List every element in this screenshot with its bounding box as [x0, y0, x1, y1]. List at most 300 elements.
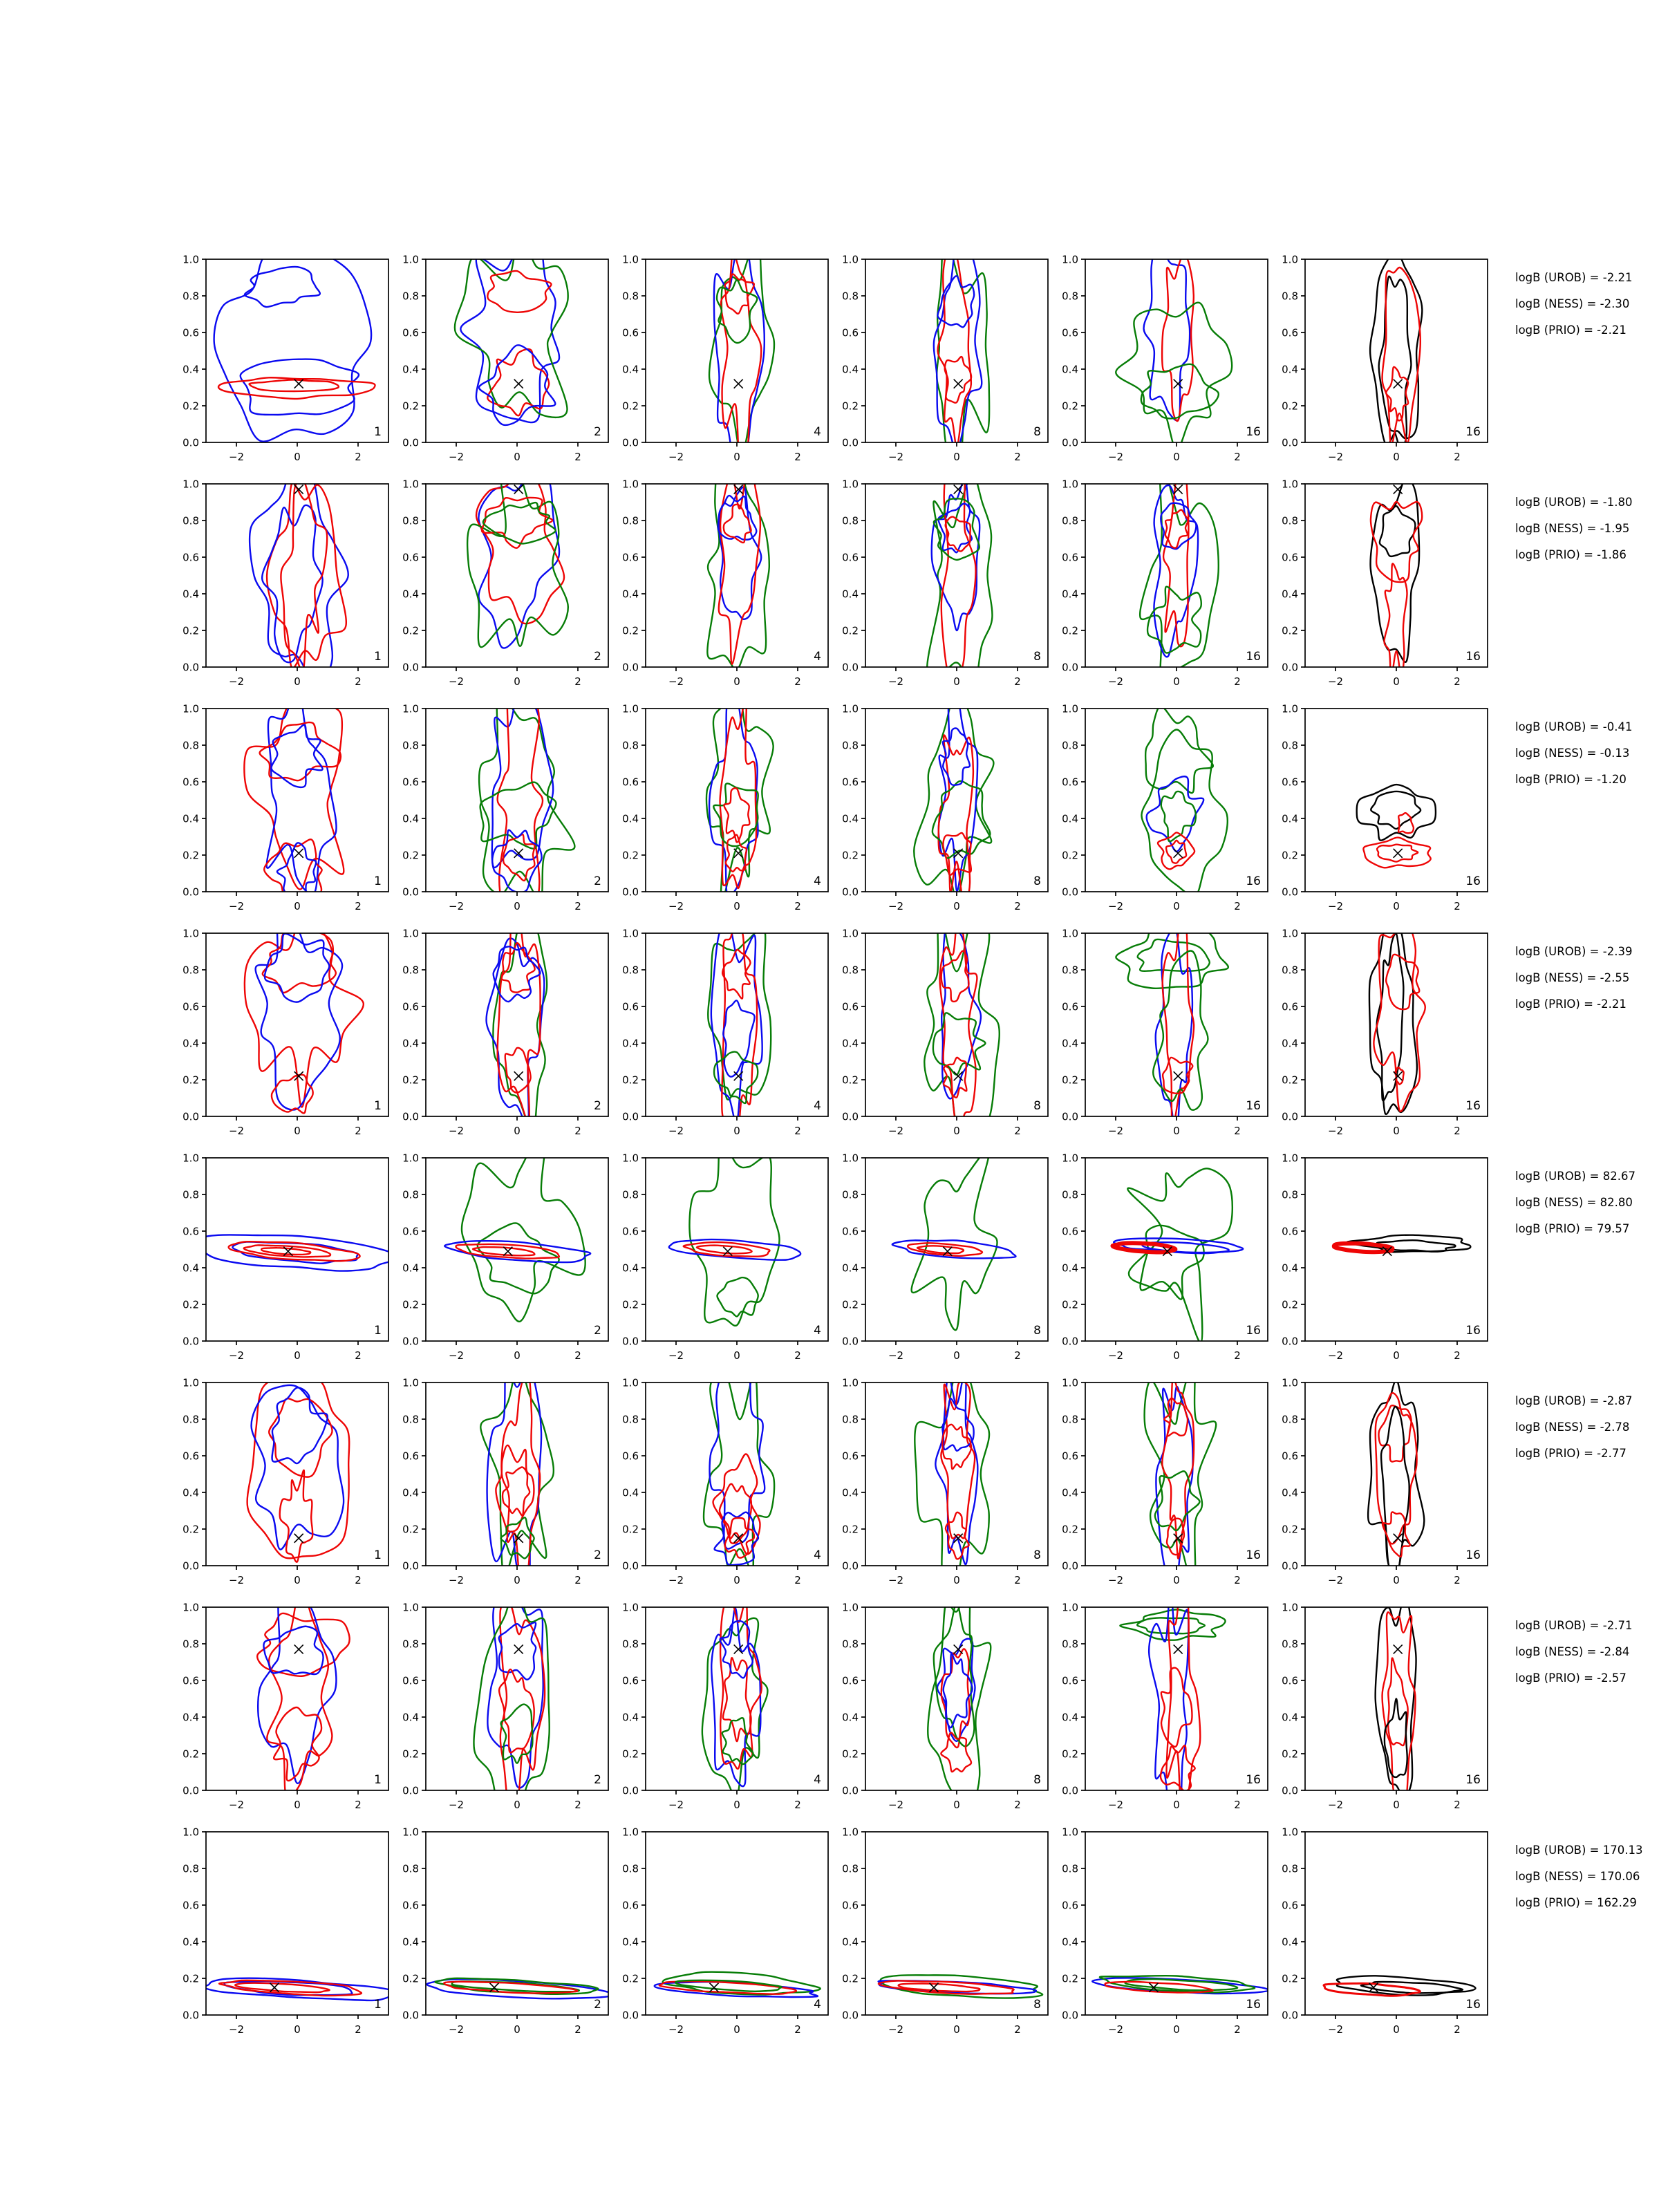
y-tick-label: 0.6	[1282, 1674, 1298, 1687]
y-tick-label: 0.0	[1282, 885, 1298, 899]
y-tick-label: 0.4	[1282, 1936, 1298, 1949]
y-tick-label: 1.0	[622, 1152, 639, 1165]
axes-spine	[1305, 484, 1488, 667]
y-tick-label: 0.4	[622, 1486, 639, 1499]
x-tick-label: 2	[355, 900, 362, 912]
y-tick-label: 0.0	[402, 1110, 419, 1123]
contour-panel-r3c1	[244, 680, 344, 903]
contour-line	[487, 271, 551, 312]
y-tick-label: 0.2	[1282, 1298, 1298, 1311]
panel-count-label: 1	[374, 1998, 382, 2012]
x-tick-label: 2	[574, 2023, 581, 2036]
contour-line	[503, 1468, 529, 1516]
y-tick-label: 0.4	[402, 363, 419, 376]
y-tick-label: 0.0	[622, 436, 639, 449]
logb-annotation: logB (PRIO) = -1.86	[1515, 548, 1627, 561]
contour-line	[267, 1586, 332, 1797]
y-tick-label: 0.4	[1282, 1037, 1298, 1050]
y-tick-label: 0.2	[402, 1747, 419, 1761]
panel-count-label: 16	[1246, 1099, 1261, 1113]
max-likelihood-x-marker	[294, 1644, 303, 1653]
y-tick-label: 0.6	[1282, 1000, 1298, 1013]
x-tick-label: 2	[1234, 675, 1241, 688]
y-tick-label: 0.8	[842, 1638, 859, 1651]
x-tick-label: 2	[1014, 675, 1021, 688]
y-tick-label: 0.6	[402, 1899, 419, 1912]
logb-annotation: logB (NESS) = -2.78	[1515, 1421, 1630, 1434]
x-tick-label: 0	[953, 1574, 960, 1586]
y-tick-label: 1.0	[1062, 478, 1078, 491]
axes-spine	[206, 709, 388, 892]
x-tick-label: −2	[1327, 451, 1344, 463]
y-tick-label: 1.0	[622, 702, 639, 715]
y-tick-label: 0.8	[622, 290, 639, 303]
x-tick-label: −2	[1107, 2023, 1124, 2036]
x-tick-label: −2	[1107, 900, 1124, 912]
y-tick-label: 0.8	[842, 739, 859, 752]
contour-line	[474, 1582, 549, 1819]
y-tick-label: 1.0	[182, 927, 199, 940]
logb-annotation: logB (PRIO) = -1.20	[1515, 773, 1627, 786]
contour-line	[274, 1707, 321, 1781]
x-tick-label: 0	[514, 2023, 521, 2036]
y-tick-label: 0.0	[402, 1335, 419, 1348]
x-tick-label: 0	[294, 675, 301, 688]
panel-count-label: 8	[1033, 1548, 1041, 1562]
x-tick-label: 2	[794, 1125, 801, 1137]
y-tick-label: 0.8	[402, 964, 419, 977]
max-likelihood-x-marker	[1174, 1071, 1183, 1080]
y-tick-label: 0.2	[622, 1972, 639, 1985]
contour-line	[272, 1387, 328, 1463]
y-tick-label: 0.2	[402, 1298, 419, 1311]
contour-panel-r2c5	[1140, 453, 1219, 688]
logb-annotation: logB (PRIO) = 162.29	[1515, 1896, 1637, 1909]
y-tick-label: 0.6	[1062, 1899, 1078, 1912]
contour-panel-r7c5	[1120, 1579, 1225, 1825]
contour-line	[1381, 1407, 1409, 1581]
contour-line	[1379, 1405, 1412, 1461]
y-tick-label: 1.0	[622, 1601, 639, 1614]
x-tick-label: 0	[953, 1125, 960, 1137]
contour-panel-r2c6	[1371, 478, 1423, 677]
y-tick-label: 0.0	[842, 436, 859, 449]
axes-spine	[1305, 1382, 1488, 1566]
contour-line	[462, 1125, 585, 1322]
contour-line	[1377, 933, 1404, 1100]
y-tick-label: 0.4	[402, 1486, 419, 1499]
y-tick-label: 0.6	[182, 776, 199, 789]
panel-count-label: 16	[1246, 650, 1261, 664]
y-tick-label: 0.8	[1282, 1413, 1298, 1426]
logb-annotation: logB (NESS) = 82.80	[1515, 1196, 1633, 1209]
y-tick-label: 0.8	[1062, 739, 1078, 752]
x-tick-label: −2	[668, 1349, 684, 1362]
y-tick-label: 0.2	[402, 849, 419, 862]
x-tick-label: 0	[733, 1574, 740, 1586]
y-tick-label: 0.2	[1062, 400, 1078, 413]
y-tick-label: 0.2	[182, 849, 199, 862]
max-likelihood-x-marker	[1394, 1644, 1403, 1653]
contour-line	[1144, 238, 1190, 420]
contour-line	[943, 729, 970, 785]
y-tick-label: 0.8	[622, 739, 639, 752]
contour-line	[269, 1398, 332, 1477]
y-tick-label: 0.0	[622, 1335, 639, 1348]
x-tick-label: −2	[448, 900, 465, 912]
contour-line	[480, 782, 556, 849]
y-tick-label: 0.6	[842, 326, 859, 339]
y-tick-label: 1.0	[622, 478, 639, 491]
y-tick-label: 1.0	[402, 1376, 419, 1389]
y-tick-label: 0.0	[622, 2009, 639, 2022]
panel-count-label: 2	[594, 874, 601, 888]
contour-line	[709, 695, 758, 897]
y-tick-label: 1.0	[1062, 1152, 1078, 1165]
x-tick-label: −2	[1107, 1349, 1124, 1362]
x-tick-label: 0	[514, 1349, 521, 1362]
x-tick-label: 0	[294, 451, 301, 463]
x-tick-label: 2	[794, 900, 801, 912]
y-tick-label: 0.4	[182, 812, 199, 825]
panel-count-label: 4	[814, 1998, 821, 2012]
y-tick-label: 0.6	[622, 551, 639, 564]
x-tick-label: 0	[294, 1799, 301, 1811]
contour-panel-r8c5	[1092, 1976, 1268, 1994]
y-tick-label: 1.0	[842, 478, 859, 491]
y-tick-label: 0.4	[1062, 1936, 1078, 1949]
x-tick-label: −2	[888, 675, 904, 688]
y-tick-label: 0.4	[842, 1486, 859, 1499]
contour-line	[924, 904, 999, 1143]
x-tick-label: 2	[1454, 1125, 1461, 1137]
contour-panel-r6c1	[247, 1376, 350, 1562]
y-tick-label: 0.2	[1062, 1074, 1078, 1087]
max-likelihood-x-marker	[1394, 849, 1403, 858]
axes-spine	[865, 484, 1048, 667]
contour-line	[715, 1512, 758, 1566]
x-tick-label: 2	[1454, 1349, 1461, 1362]
x-tick-label: 0	[953, 1349, 960, 1362]
contour-panel-r4c1	[245, 909, 364, 1114]
y-tick-label: 0.8	[182, 1862, 199, 1875]
contour-line	[1398, 813, 1414, 833]
logb-annotation: logB (UROB) = 82.67	[1515, 1170, 1635, 1183]
y-tick-label: 1.0	[1282, 927, 1298, 940]
y-tick-label: 0.4	[842, 1262, 859, 1275]
contour-line	[252, 1385, 344, 1550]
contour-panel-r8c4	[879, 1975, 1042, 1998]
y-tick-label: 0.2	[622, 849, 639, 862]
panel-count-label: 1	[374, 1773, 382, 1787]
x-tick-label: −2	[228, 451, 245, 463]
y-tick-label: 0.6	[622, 326, 639, 339]
y-tick-label: 0.8	[1062, 1638, 1078, 1651]
y-tick-label: 0.6	[1282, 1899, 1298, 1912]
y-tick-label: 1.0	[1062, 1376, 1078, 1389]
y-tick-label: 1.0	[1282, 1376, 1298, 1389]
y-tick-label: 0.6	[842, 1899, 859, 1912]
y-tick-label: 0.6	[622, 1225, 639, 1238]
y-tick-label: 0.0	[1062, 1784, 1078, 1797]
contour-panel-r3c6	[1357, 785, 1436, 868]
max-likelihood-x-marker	[294, 1534, 303, 1543]
contour-line	[250, 379, 339, 391]
y-tick-label: 1.0	[842, 702, 859, 715]
y-tick-label: 0.4	[622, 363, 639, 376]
y-tick-label: 0.8	[842, 290, 859, 303]
x-tick-label: −2	[448, 1799, 465, 1811]
x-tick-label: 2	[574, 451, 581, 463]
y-tick-label: 0.4	[182, 1262, 199, 1275]
y-tick-label: 0.4	[1062, 588, 1078, 601]
max-likelihood-x-marker	[954, 485, 963, 494]
panel-count-label: 4	[814, 1324, 821, 1338]
x-tick-label: 2	[1014, 1125, 1021, 1137]
y-tick-label: 0.2	[842, 1523, 859, 1536]
y-tick-label: 0.8	[1062, 1862, 1078, 1875]
y-tick-label: 0.0	[402, 436, 419, 449]
logb-annotation: logB (PRIO) = -2.21	[1515, 997, 1627, 1011]
y-tick-label: 0.0	[402, 885, 419, 899]
contour-line	[1163, 462, 1188, 646]
panel-count-label: 16	[1465, 650, 1481, 664]
y-tick-label: 0.6	[402, 1450, 419, 1463]
y-tick-label: 1.0	[402, 1601, 419, 1614]
y-tick-label: 0.0	[842, 2009, 859, 2022]
x-tick-label: 2	[794, 451, 801, 463]
y-tick-label: 0.8	[1062, 964, 1078, 977]
contour-panel-r5c3	[669, 1141, 800, 1326]
contour-line	[1155, 1471, 1200, 1530]
contour-panel-r2c2	[467, 469, 568, 648]
x-tick-label: 2	[355, 451, 362, 463]
y-tick-label: 0.0	[402, 2009, 419, 2022]
x-tick-label: 0	[733, 451, 740, 463]
contour-line	[939, 908, 977, 1142]
y-tick-label: 0.2	[182, 1972, 199, 1985]
panel-count-label: 2	[594, 425, 601, 439]
logb-annotation: logB (NESS) = -2.30	[1515, 297, 1630, 310]
y-tick-label: 0.2	[622, 1298, 639, 1311]
y-tick-label: 0.6	[622, 1674, 639, 1687]
panel-count-label: 4	[814, 425, 821, 439]
logb-annotation: logB (UROB) = -2.87	[1515, 1394, 1633, 1407]
x-tick-label: 2	[1234, 2023, 1241, 2036]
axes-spine	[206, 259, 388, 442]
y-tick-label: 0.2	[1062, 624, 1078, 637]
panel-count-label: 8	[1033, 425, 1041, 439]
contour-panel-r8c6	[1324, 1976, 1475, 1996]
x-tick-label: 2	[574, 675, 581, 688]
x-tick-label: −2	[888, 1349, 904, 1362]
contour-line	[267, 483, 346, 668]
y-tick-label: 1.0	[842, 1826, 859, 1839]
panel-count-label: 16	[1246, 1548, 1261, 1562]
y-tick-label: 1.0	[842, 253, 859, 266]
panel-count-label: 16	[1465, 1998, 1481, 2012]
x-tick-label: 0	[1393, 1799, 1400, 1811]
y-tick-label: 0.0	[402, 1559, 419, 1573]
panel-count-label: 2	[594, 1773, 601, 1787]
x-tick-label: 0	[953, 2023, 960, 2036]
x-tick-label: −2	[448, 2023, 465, 2036]
contour-line	[494, 946, 541, 1002]
contour-panel-r7c1	[257, 1584, 349, 1797]
y-tick-label: 0.8	[1062, 1188, 1078, 1201]
y-tick-label: 0.6	[182, 1899, 199, 1912]
x-tick-label: 0	[1173, 1125, 1180, 1137]
y-tick-label: 0.8	[182, 1638, 199, 1651]
y-tick-label: 0.2	[1062, 1523, 1078, 1536]
contour-line	[706, 668, 774, 904]
max-likelihood-x-marker	[1174, 379, 1183, 388]
y-tick-label: 0.6	[842, 1000, 859, 1013]
y-tick-label: 0.8	[182, 1413, 199, 1426]
y-tick-label: 0.6	[402, 551, 419, 564]
x-tick-label: −2	[1107, 1799, 1124, 1811]
logb-annotation: logB (UROB) = 170.13	[1515, 1844, 1643, 1857]
y-tick-label: 0.0	[622, 1784, 639, 1797]
x-tick-label: 2	[1234, 1125, 1241, 1137]
logb-annotation: logB (UROB) = -0.41	[1515, 720, 1633, 733]
y-tick-label: 1.0	[1282, 1152, 1298, 1165]
y-tick-label: 0.6	[402, 1225, 419, 1238]
y-tick-label: 0.0	[1062, 436, 1078, 449]
y-tick-label: 0.0	[182, 2009, 199, 2022]
x-tick-label: 2	[355, 2023, 362, 2036]
y-tick-label: 0.6	[622, 1899, 639, 1912]
x-tick-label: −2	[1327, 2023, 1344, 2036]
y-tick-label: 0.6	[1062, 1450, 1078, 1463]
logb-annotation: logB (PRIO) = 79.57	[1515, 1222, 1630, 1235]
x-tick-label: −2	[1327, 675, 1344, 688]
contour-line	[717, 280, 757, 343]
y-tick-label: 0.4	[1062, 1037, 1078, 1050]
x-tick-label: 0	[294, 1125, 301, 1137]
y-tick-label: 0.2	[402, 1523, 419, 1536]
contour-line	[941, 1381, 975, 1539]
y-tick-label: 0.8	[622, 514, 639, 527]
panel-count-label: 16	[1246, 1324, 1261, 1338]
x-tick-label: 2	[1454, 900, 1461, 912]
contour-panel-r7c4	[928, 1588, 991, 1810]
y-tick-label: 0.6	[402, 776, 419, 789]
contour-line	[946, 517, 971, 552]
y-tick-label: 0.2	[182, 1298, 199, 1311]
contour-panel-r7c6	[1376, 1593, 1416, 1801]
y-tick-label: 1.0	[1282, 478, 1298, 491]
y-tick-label: 0.4	[622, 588, 639, 601]
contour-line	[702, 1618, 768, 1797]
y-tick-label: 0.8	[1062, 514, 1078, 527]
x-tick-label: 0	[1393, 2023, 1400, 2036]
x-tick-label: −2	[228, 1349, 245, 1362]
contour-panel-r6c2	[480, 1363, 554, 1593]
logb-annotation: logB (NESS) = -0.13	[1515, 747, 1630, 760]
axes-spine	[1305, 709, 1488, 892]
contour-line	[721, 252, 761, 471]
max-likelihood-x-marker	[723, 1247, 732, 1256]
y-tick-label: 0.0	[402, 661, 419, 674]
y-tick-label: 1.0	[1062, 702, 1078, 715]
y-tick-label: 0.2	[182, 1074, 199, 1087]
y-tick-label: 0.8	[1282, 290, 1298, 303]
logb-annotation: logB (PRIO) = -2.21	[1515, 324, 1627, 337]
logb-annotation: logB (NESS) = -2.55	[1515, 971, 1630, 984]
y-tick-label: 0.8	[1282, 1638, 1298, 1651]
y-tick-label: 0.0	[182, 1335, 199, 1348]
contour-line	[505, 1048, 531, 1093]
logb-annotation: logB (UROB) = -2.39	[1515, 945, 1633, 958]
contour-panel-r3c5	[1141, 706, 1227, 896]
y-tick-label: 0.8	[842, 1862, 859, 1875]
y-tick-label: 0.0	[182, 661, 199, 674]
x-tick-label: 0	[514, 1799, 521, 1811]
y-tick-label: 0.6	[842, 1450, 859, 1463]
panel-count-label: 1	[374, 1548, 382, 1562]
panel-count-label: 8	[1033, 1773, 1041, 1787]
x-tick-label: −2	[888, 900, 904, 912]
contour-panel-r6c6	[1368, 1380, 1424, 1583]
y-tick-label: 0.8	[842, 1188, 859, 1201]
x-tick-label: 0	[294, 1574, 301, 1586]
panel-count-label: 16	[1246, 874, 1261, 888]
panel-count-label: 1	[374, 1324, 382, 1338]
axes-spine	[646, 1382, 828, 1566]
y-tick-label: 0.6	[1282, 326, 1298, 339]
contour-panel-r1c5	[1116, 238, 1232, 450]
y-tick-label: 1.0	[622, 253, 639, 266]
contour-line	[718, 1277, 758, 1316]
y-tick-label: 1.0	[842, 1152, 859, 1165]
logb-annotation: logB (UROB) = -2.71	[1515, 1619, 1633, 1632]
y-tick-label: 0.0	[182, 885, 199, 899]
y-tick-label: 0.2	[842, 1298, 859, 1311]
y-tick-label: 1.0	[1282, 253, 1298, 266]
y-tick-label: 0.4	[182, 363, 199, 376]
y-tick-label: 0.8	[1062, 1413, 1078, 1426]
max-likelihood-x-marker	[514, 1071, 523, 1080]
contour-line	[1137, 1618, 1205, 1633]
y-tick-label: 0.2	[622, 1074, 639, 1087]
x-tick-label: 2	[794, 1574, 801, 1586]
x-tick-label: 2	[355, 1574, 362, 1586]
y-tick-label: 0.8	[402, 1638, 419, 1651]
y-tick-label: 0.8	[622, 1413, 639, 1426]
contour-line	[1380, 506, 1415, 556]
x-tick-label: 2	[1234, 451, 1241, 463]
axes-spine	[426, 709, 608, 892]
y-tick-label: 0.6	[182, 326, 199, 339]
y-tick-label: 0.0	[842, 1110, 859, 1123]
x-tick-label: −2	[1107, 1125, 1124, 1137]
y-tick-label: 0.4	[842, 1037, 859, 1050]
x-tick-label: −2	[1327, 1799, 1344, 1811]
contour-panel-r4c6	[1369, 921, 1425, 1114]
logb-annotation: logB (UROB) = -2.21	[1515, 271, 1633, 284]
panel-count-label: 16	[1246, 1773, 1261, 1787]
contour-line	[1163, 921, 1194, 1129]
x-tick-label: −2	[668, 1574, 684, 1586]
max-likelihood-x-marker	[514, 1644, 523, 1653]
y-tick-label: 0.4	[402, 1262, 419, 1275]
contour-panel-r4c5	[1116, 921, 1228, 1139]
y-tick-label: 0.0	[1062, 1335, 1078, 1348]
y-tick-label: 1.0	[622, 927, 639, 940]
contour-panel-r3c3	[706, 668, 774, 904]
x-tick-label: 0	[1173, 451, 1180, 463]
